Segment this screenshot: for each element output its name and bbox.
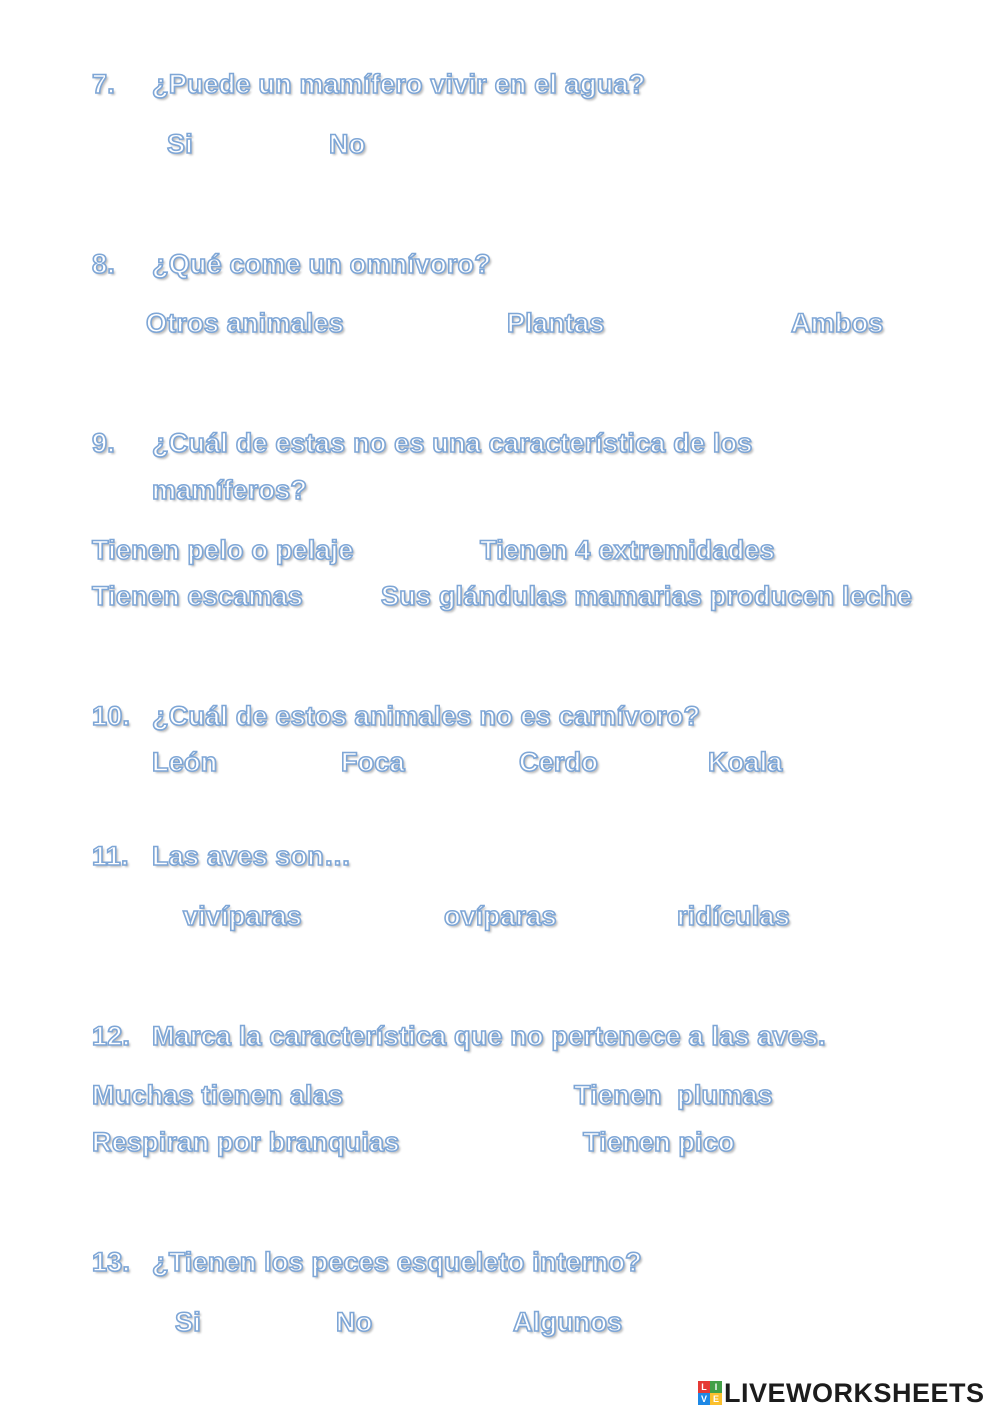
question-11-option-ridiculas[interactable]: ridículas bbox=[677, 901, 790, 931]
question-7-option-si[interactable]: Si bbox=[167, 129, 193, 159]
question-12-option-pico[interactable]: Tienen pico bbox=[583, 1127, 735, 1157]
question-9-option-escamas[interactable]: Tienen escamas bbox=[92, 581, 303, 611]
question-7-option-no[interactable]: No bbox=[329, 129, 366, 159]
logo-tile-l: L bbox=[698, 1381, 710, 1393]
question-10-number: 10. bbox=[92, 701, 131, 731]
question-12-option-branquias[interactable]: Respiran por branquias bbox=[92, 1127, 400, 1157]
question-10-option-leon[interactable]: León bbox=[152, 747, 218, 777]
question-12-option-plumas[interactable]: Tienen plumas bbox=[574, 1080, 773, 1110]
question-10-option-cerdo[interactable]: Cerdo bbox=[519, 747, 599, 777]
question-9-option-extremidades[interactable]: Tienen 4 extremidades bbox=[480, 535, 775, 565]
question-8-option-plantas[interactable]: Plantas bbox=[507, 308, 605, 338]
question-13-text: ¿Tienen los peces esqueleto interno? bbox=[152, 1247, 642, 1277]
question-12-option-alas[interactable]: Muchas tienen alas bbox=[92, 1080, 344, 1110]
logo-tile-v: V bbox=[698, 1393, 710, 1405]
question-10-option-foca[interactable]: Foca bbox=[341, 747, 405, 777]
question-9-number: 9. bbox=[92, 428, 115, 458]
question-13-option-no[interactable]: No bbox=[336, 1307, 373, 1337]
liveworksheets-logo-icon bbox=[698, 1381, 722, 1405]
question-13-option-si[interactable]: Si bbox=[175, 1307, 201, 1337]
liveworksheets-logo-text: LIVEWORKSHEETS bbox=[724, 1377, 985, 1408]
question-13-option-algunos[interactable]: Algunos bbox=[513, 1307, 623, 1337]
question-8-option-otros-animales[interactable]: Otros animales bbox=[146, 308, 344, 338]
question-9-option-glandulas[interactable]: Sus glándulas mamarias producen leche bbox=[381, 581, 913, 611]
question-8-text: ¿Qué come un omnívoro? bbox=[152, 249, 491, 279]
logo-tile-e: E bbox=[710, 1393, 722, 1405]
question-10-text: ¿Cuál de estos animales no es carnívoro? bbox=[152, 701, 701, 731]
question-11-text: Las aves son… bbox=[152, 841, 352, 871]
question-11-option-viviparas[interactable]: vivíparas bbox=[183, 901, 302, 931]
question-7-text: ¿Puede un mamífero vivir en el agua? bbox=[152, 69, 646, 99]
liveworksheets-logo bbox=[698, 1378, 985, 1408]
question-9-option-pelo[interactable]: Tienen pelo o pelaje bbox=[92, 535, 354, 565]
question-13-number: 13. bbox=[92, 1247, 131, 1277]
question-8-option-ambos[interactable]: Ambos bbox=[791, 308, 884, 338]
question-9-text-line2: mamíferos? bbox=[152, 475, 308, 505]
question-11-number: 11. bbox=[92, 841, 129, 871]
question-7-number: 7. bbox=[92, 69, 115, 99]
question-8-number: 8. bbox=[92, 249, 115, 279]
question-12-number: 12. bbox=[92, 1021, 131, 1051]
question-12-text: Marca la característica que no pertenece a las aves. bbox=[152, 1021, 826, 1051]
question-11-option-oviparas[interactable]: ovíparas bbox=[444, 901, 557, 931]
question-9-text-line1: ¿Cuál de estas no es una característica de los bbox=[152, 428, 753, 458]
logo-tile-i: I bbox=[710, 1381, 722, 1393]
question-10-option-koala[interactable]: Koala bbox=[708, 747, 783, 777]
